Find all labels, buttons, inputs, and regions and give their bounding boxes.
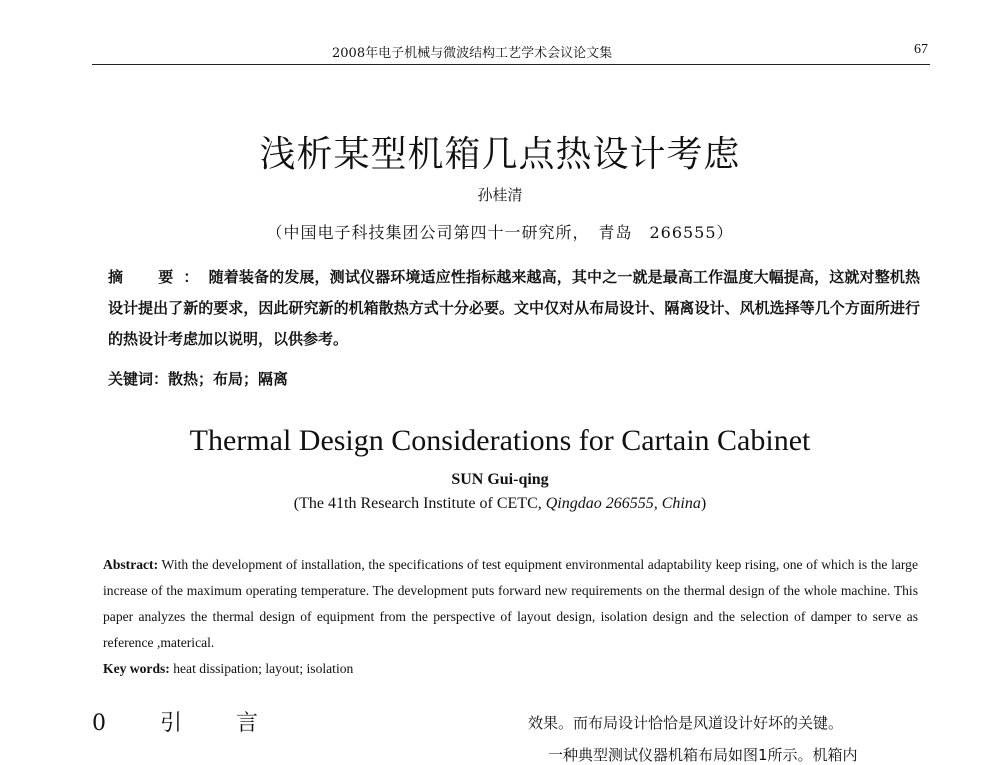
english-keywords [103, 656, 918, 682]
english-affiliation-close: ) [700, 495, 707, 512]
english-keywords-text: heat dissipation; layout; isolation [169, 661, 354, 676]
english-abstract-label: Abstract: [103, 557, 159, 572]
english-affiliation-location: Qingdao 266555, China [545, 495, 701, 512]
english-author: SUN Gui-qing [451, 471, 549, 488]
chinese-affiliation: （中国电子科技集团公司第四十一研究所， 青岛 266555） [266, 223, 734, 242]
conference-name: 2008年电子机械与微波结构工艺学术会议论文集 [332, 46, 613, 61]
section-heading-introduction: 0 引 言 [92, 711, 274, 736]
english-affiliation [0, 495, 1000, 513]
english-title: Thermal Design Considerations for Cartain Cabinet [189, 424, 811, 457]
chinese-keywords-label: 关键词： [108, 370, 169, 388]
english-affiliation-institute: (The 41th Research Institute of CETC, [293, 495, 546, 512]
chinese-abstract-text: 随着装备的发展，测试仪器环境适应性指标越来越高，其中之一就是最高工作温度大幅提高，这就对整机热设计提出了新的要求，因此研究新的机箱散热方式十分必要。文中仅对从布局设计、隔离设计、风机选择等几个方面所进行的热设计考虑加以说明，以供参考。 [108, 268, 920, 348]
chinese-title: 浅析某型机箱几点热设计考虑 [259, 134, 741, 175]
english-keywords-label: Key words: [103, 661, 170, 676]
chinese-keywords-text: 散热；布局；隔离 [168, 370, 289, 388]
english-abstract [103, 552, 918, 656]
chinese-abstract [108, 262, 920, 355]
chinese-keywords [108, 364, 920, 395]
chinese-abstract-label: 摘 要： [108, 268, 209, 286]
body-text-line: 一种典型测试仪器机箱布局如图1所示。机箱内 [548, 746, 858, 764]
english-abstract-text: With the development of installation, the specifications of test equipment environmental adaptability keep rising, one of which is the large increase of the maximum operating temperature. The development puts forward new requirements on the thermal design of the whole machine. This paper analyzes the thermal design of equipment from the perspective of layout design, isolation design and the selection of damper to serve as reference ,materical. [103, 557, 918, 650]
running-header [92, 42, 930, 65]
page-number: 67 [914, 42, 928, 57]
chinese-author: 孙桂清 [477, 186, 523, 204]
body-text-line: 效果。而布局设计恰恰是风道设计好坏的关键。 [528, 714, 844, 732]
